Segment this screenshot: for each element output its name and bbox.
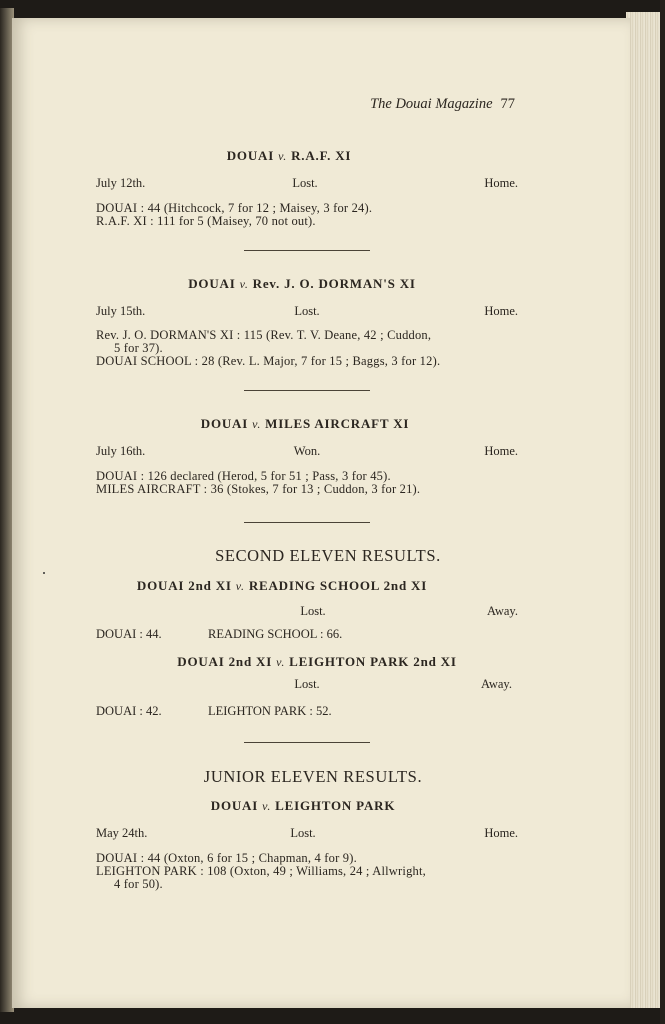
section-heading-second-eleven: SECOND ELEVEN RESULTS. (215, 546, 441, 565)
match-venue: Away. (486, 604, 518, 618)
divider-rule (244, 250, 370, 251)
match-date: July 15th. (96, 304, 146, 318)
match-info-row (96, 826, 518, 842)
match-title: DOUAI v. MILES AIRCRAFT XI (200, 416, 410, 431)
scoreline (96, 704, 332, 719)
score-line: 4 for 50). (114, 877, 163, 891)
home-score: DOUAI : 44. (96, 627, 162, 641)
score-line: DOUAI : 44 (Oxton, 6 for 15 ; Chapman, 4 for 9). (96, 851, 357, 865)
match-result: Lost. (300, 604, 326, 618)
match-venue: Home. (484, 176, 518, 190)
match-venue: Home. (484, 444, 518, 458)
match-title: DOUAI v. LEIGHTON PARK (210, 798, 396, 813)
home-score: DOUAI : 42. (96, 704, 162, 718)
score-line: DOUAI SCHOOL : 28 (Rev. L. Major, 7 for 15 ; Baggs, 3 for 12). (96, 354, 441, 368)
book-binding (660, 0, 665, 1024)
paper-speck (43, 572, 45, 574)
match-result: Lost. (290, 826, 316, 840)
scorecard (96, 852, 518, 891)
match-info-row (96, 604, 518, 620)
score-line: MILES AIRCRAFT : 36 (Stokes, 7 for 13 ; Cuddon, 3 for 21). (96, 482, 421, 496)
score-line: DOUAI : 126 declared (Herod, 5 for 51 ; Pass, 3 for 45). (96, 469, 391, 483)
divider-rule (244, 390, 370, 391)
score-line: LEIGHTON PARK : 108 (Oxton, 49 ; Williams, 24 ; Allwright, (96, 864, 426, 878)
scoreline (96, 627, 343, 642)
divider-rule (244, 742, 370, 743)
match-date: May 24th. (96, 826, 148, 840)
match-result: Lost. (292, 176, 318, 190)
scorecard (96, 329, 518, 368)
section-heading-junior-eleven: JUNIOR ELEVEN RESULTS. (203, 767, 423, 786)
scorecard (96, 470, 518, 496)
away-score: LEIGHTON PARK : 52. (208, 704, 332, 718)
match-title: DOUAI v. Rev. J. O. DORMAN'S XI (188, 276, 416, 291)
score-line: Rev. J. O. DORMAN'S XI : 115 (Rev. T. V. Deane, 42 ; Cuddon, (96, 328, 432, 342)
match-venue: Home. (484, 826, 518, 840)
magazine-title: The Douai Magazine (370, 96, 493, 112)
away-score: READING SCHOOL : 66. (208, 627, 343, 641)
score-line: 5 for 37). (114, 341, 163, 355)
page-edges (626, 12, 660, 1008)
page-number: 77 (500, 96, 515, 112)
match-title: DOUAI v. R.A.F. XI (226, 148, 352, 163)
match-date: July 16th. (96, 444, 146, 458)
running-header (370, 96, 515, 113)
match-info-row (96, 444, 518, 460)
match-info-row (96, 304, 518, 320)
match-title: DOUAI 2nd XI v. LEIGHTON PARK 2nd XI (177, 654, 457, 669)
score-line: R.A.F. XI : 111 for 5 (Maisey, 70 not out). (96, 214, 316, 228)
match-result: Lost. (294, 304, 320, 318)
match-result: Lost. (294, 677, 320, 691)
match-result: Won. (293, 444, 321, 458)
match-venue: Home. (484, 304, 518, 318)
match-date: July 12th. (96, 176, 146, 190)
score-line: DOUAI : 44 (Hitchcock, 7 for 12 ; Maisey, 3 for 24). (96, 201, 373, 215)
match-title: DOUAI 2nd XI v. READING SCHOOL 2nd XI (136, 578, 428, 593)
match-info-row (96, 677, 518, 693)
match-venue: Away. (480, 677, 512, 691)
match-info-row (96, 176, 518, 192)
divider-rule (244, 522, 370, 523)
scorecard (96, 202, 518, 228)
